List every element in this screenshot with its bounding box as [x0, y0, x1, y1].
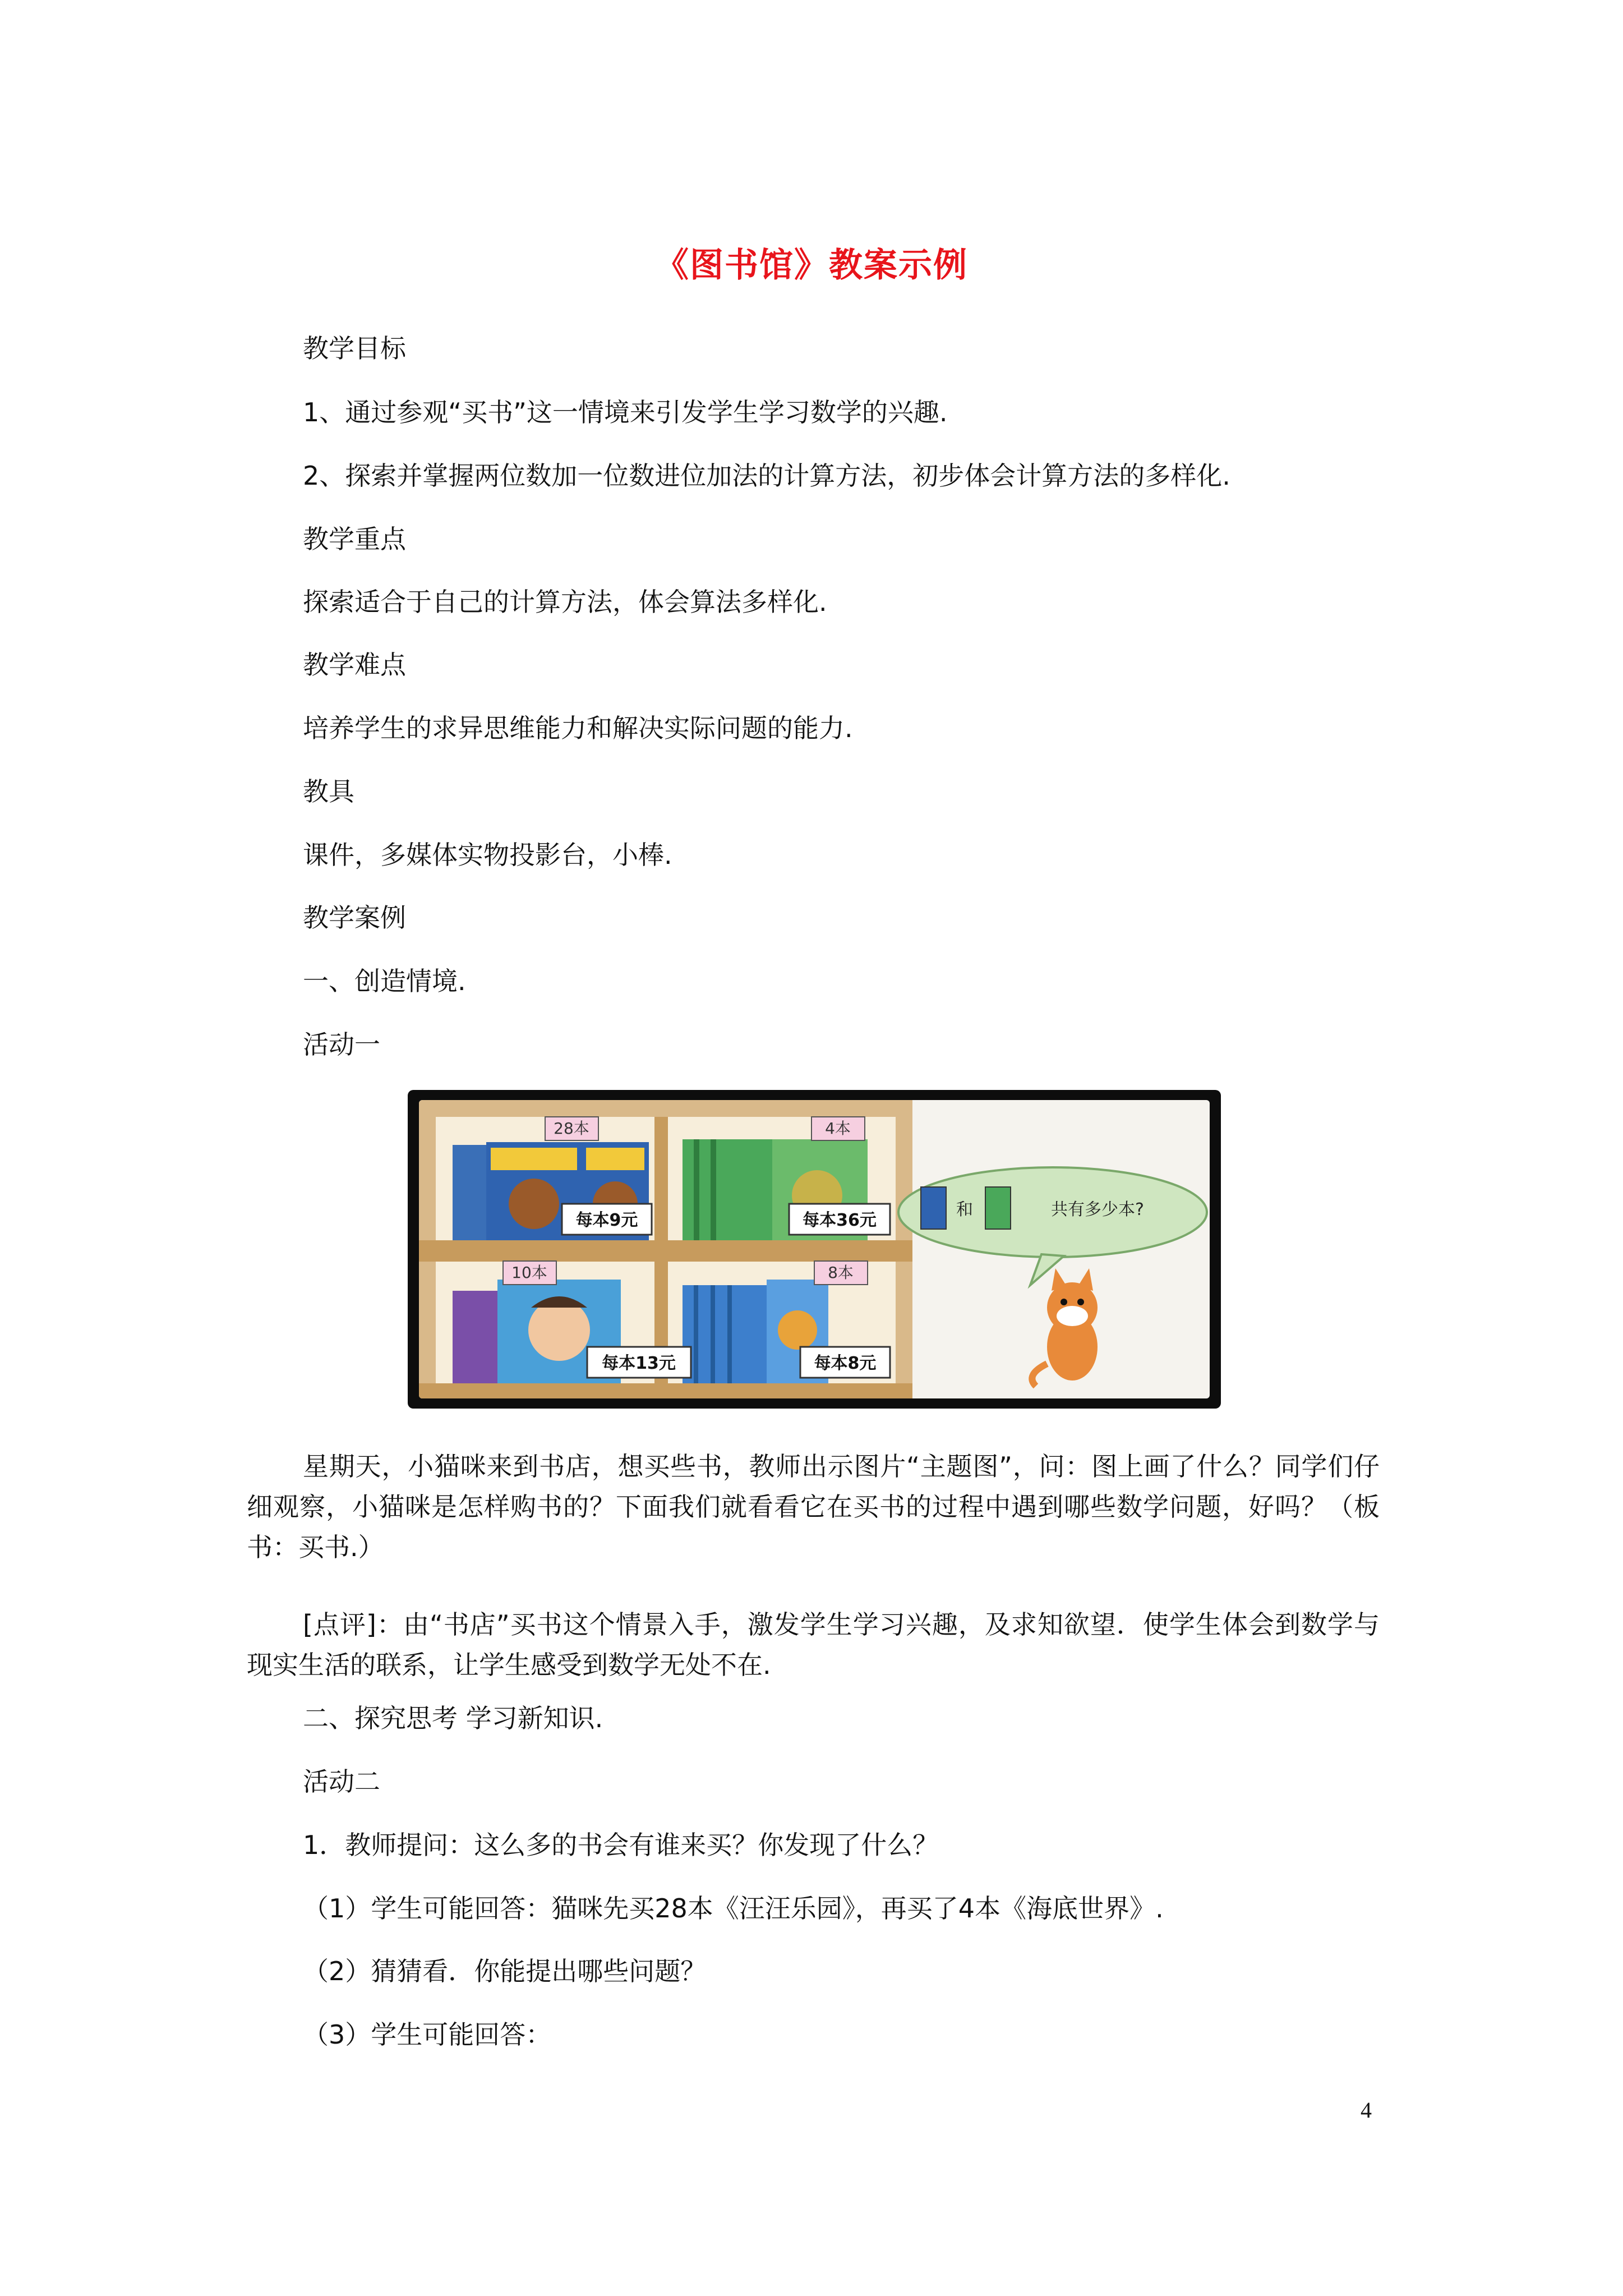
svg-text:8本: 8本	[828, 1263, 854, 1282]
answer-2: （2）猜猜看．你能提出哪些问题？	[303, 1956, 707, 1986]
goal-2: 2、探索并掌握两位数加一位数进位加法的计算方法，初步体会计算方法的多样化.	[303, 461, 1230, 491]
activity-1-heading: 活动一	[303, 1029, 380, 1060]
price-tag-1	[562, 1204, 652, 1235]
document-title: 《图书馆》教案示例	[655, 246, 968, 285]
teacher-question: 1．教师提问：这么多的书会有谁来买？你发现了什么？	[303, 1830, 939, 1860]
svg-text:每本9元: 每本9元	[575, 1211, 638, 1230]
heading-case: 教学案例	[303, 903, 406, 933]
svg-text:共有多少本?: 共有多少本?	[1051, 1200, 1144, 1220]
svg-text:28本: 28本	[554, 1119, 589, 1138]
svg-text:10本: 10本	[511, 1263, 547, 1282]
heading-key-points: 教学重点	[303, 524, 406, 554]
heading-tools: 教具	[303, 776, 354, 807]
bookshelf-illustration	[408, 1090, 1221, 1409]
page-number: 4	[1361, 2097, 1372, 2123]
key-points-text: 探索适合于自己的计算方法，体会算法多样化.	[303, 587, 827, 617]
bookshelf-svg	[419, 1100, 1210, 1398]
illustration-canvas	[419, 1100, 1210, 1398]
answer-3: （3）学生可能回答：	[303, 2019, 552, 2050]
heading-difficulties: 教学难点	[303, 650, 406, 680]
activity-2-heading: 活动二	[303, 1766, 380, 1797]
paragraph-story: 星期天，小猫咪来到书店，想买些书，教师出示图片“主题图”，问：图上画了什么？同学们仔细观察，小猫咪是怎样购书的？下面我们就看看它在买书的过程中遇到哪些数学问题，好吗？（板书：买书.）	[247, 1451, 1380, 1562]
difficulties-text: 培养学生的求异思维能力和解决实际问题的能力.	[303, 713, 853, 743]
count-tag-1	[545, 1117, 598, 1140]
price-tag-2	[789, 1204, 890, 1235]
section-1-heading: 一、创造情境.	[303, 966, 466, 996]
svg-text:每本36元: 每本36元	[803, 1211, 877, 1230]
count-tag-2	[811, 1117, 865, 1140]
price-tag-4	[800, 1347, 890, 1378]
count-tag-4	[814, 1261, 868, 1285]
svg-text:每本13元: 每本13元	[602, 1354, 676, 1373]
price-tag-3	[587, 1347, 691, 1378]
cat-character	[1032, 1268, 1098, 1386]
paragraph-comment: [点评]：由“书店”买书这个情景入手，激发学生学习兴趣，及求知欲望．使学生体会到数学与现实生活的联系，让学生感受到数学无处不在.	[247, 1609, 1380, 1680]
section-2-heading: 二、探究思考 学习新知识.	[303, 1703, 603, 1733]
count-tag-3	[503, 1261, 556, 1285]
svg-text:和: 和	[956, 1200, 973, 1220]
tools-text: 课件，多媒体实物投影台，小棒.	[303, 840, 672, 870]
svg-text:每本8元: 每本8元	[814, 1354, 877, 1373]
answer-1: （1）学生可能回答：猫咪先买28本《汪汪乐园》，再买了4本《海底世界》.	[303, 1893, 1164, 1924]
heading-goals: 教学目标	[303, 333, 406, 364]
svg-text:4本: 4本	[825, 1119, 851, 1138]
goal-1: 1、通过参观“买书”这一情境来引发学生学习数学的兴趣.	[303, 397, 948, 427]
shelf-divider	[654, 1117, 668, 1386]
speech-bubble	[898, 1167, 1207, 1285]
